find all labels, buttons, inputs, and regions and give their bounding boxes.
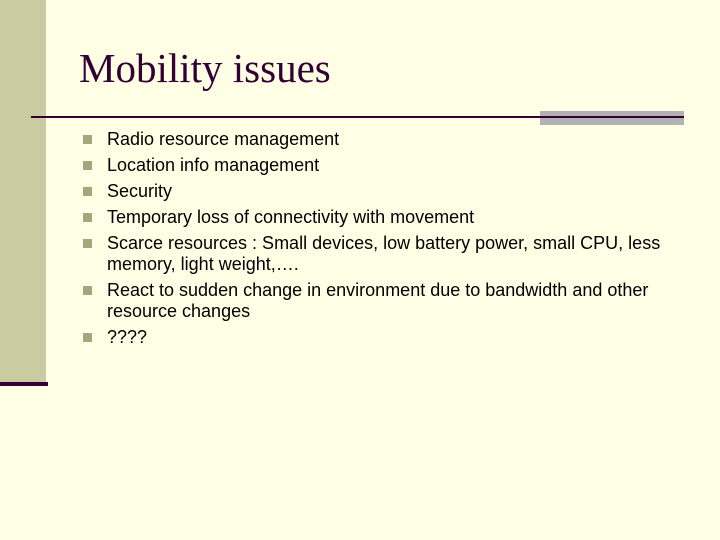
bullet-item	[82, 233, 682, 275]
bullet-text: Security	[107, 181, 173, 201]
square-bullet-icon	[83, 187, 92, 196]
left-accent-bar	[0, 0, 46, 382]
bullet-item	[82, 129, 682, 150]
square-bullet-icon	[83, 286, 92, 295]
square-bullet-icon	[83, 161, 92, 170]
bullet-item	[82, 327, 682, 348]
square-bullet-icon	[83, 213, 92, 222]
square-bullet-icon	[83, 333, 92, 342]
bullet-item	[82, 155, 682, 176]
square-bullet-icon	[83, 135, 92, 144]
bullet-item	[82, 207, 682, 228]
bullet-text: Temporary loss of connectivity with movement	[107, 207, 475, 227]
bullet-text: Radio resource management	[107, 129, 340, 149]
bullet-text: ????	[107, 327, 148, 347]
bullet-text: React to sudden change in environment due to bandwidth and other resource changes	[107, 280, 649, 321]
title-rule-accent-bottom	[540, 118, 684, 125]
bullet-text: Location info management	[107, 155, 320, 175]
bullet-list	[82, 129, 682, 353]
bullet-item	[82, 181, 682, 202]
slide-title: Mobility issues	[79, 45, 331, 91]
bullet-text: Scarce resources : Small devices, low battery power, small CPU, less memory, light weight,….	[107, 233, 661, 274]
square-bullet-icon	[83, 239, 92, 248]
left-accent-bar-underline	[0, 382, 48, 386]
bullet-item	[82, 280, 682, 322]
